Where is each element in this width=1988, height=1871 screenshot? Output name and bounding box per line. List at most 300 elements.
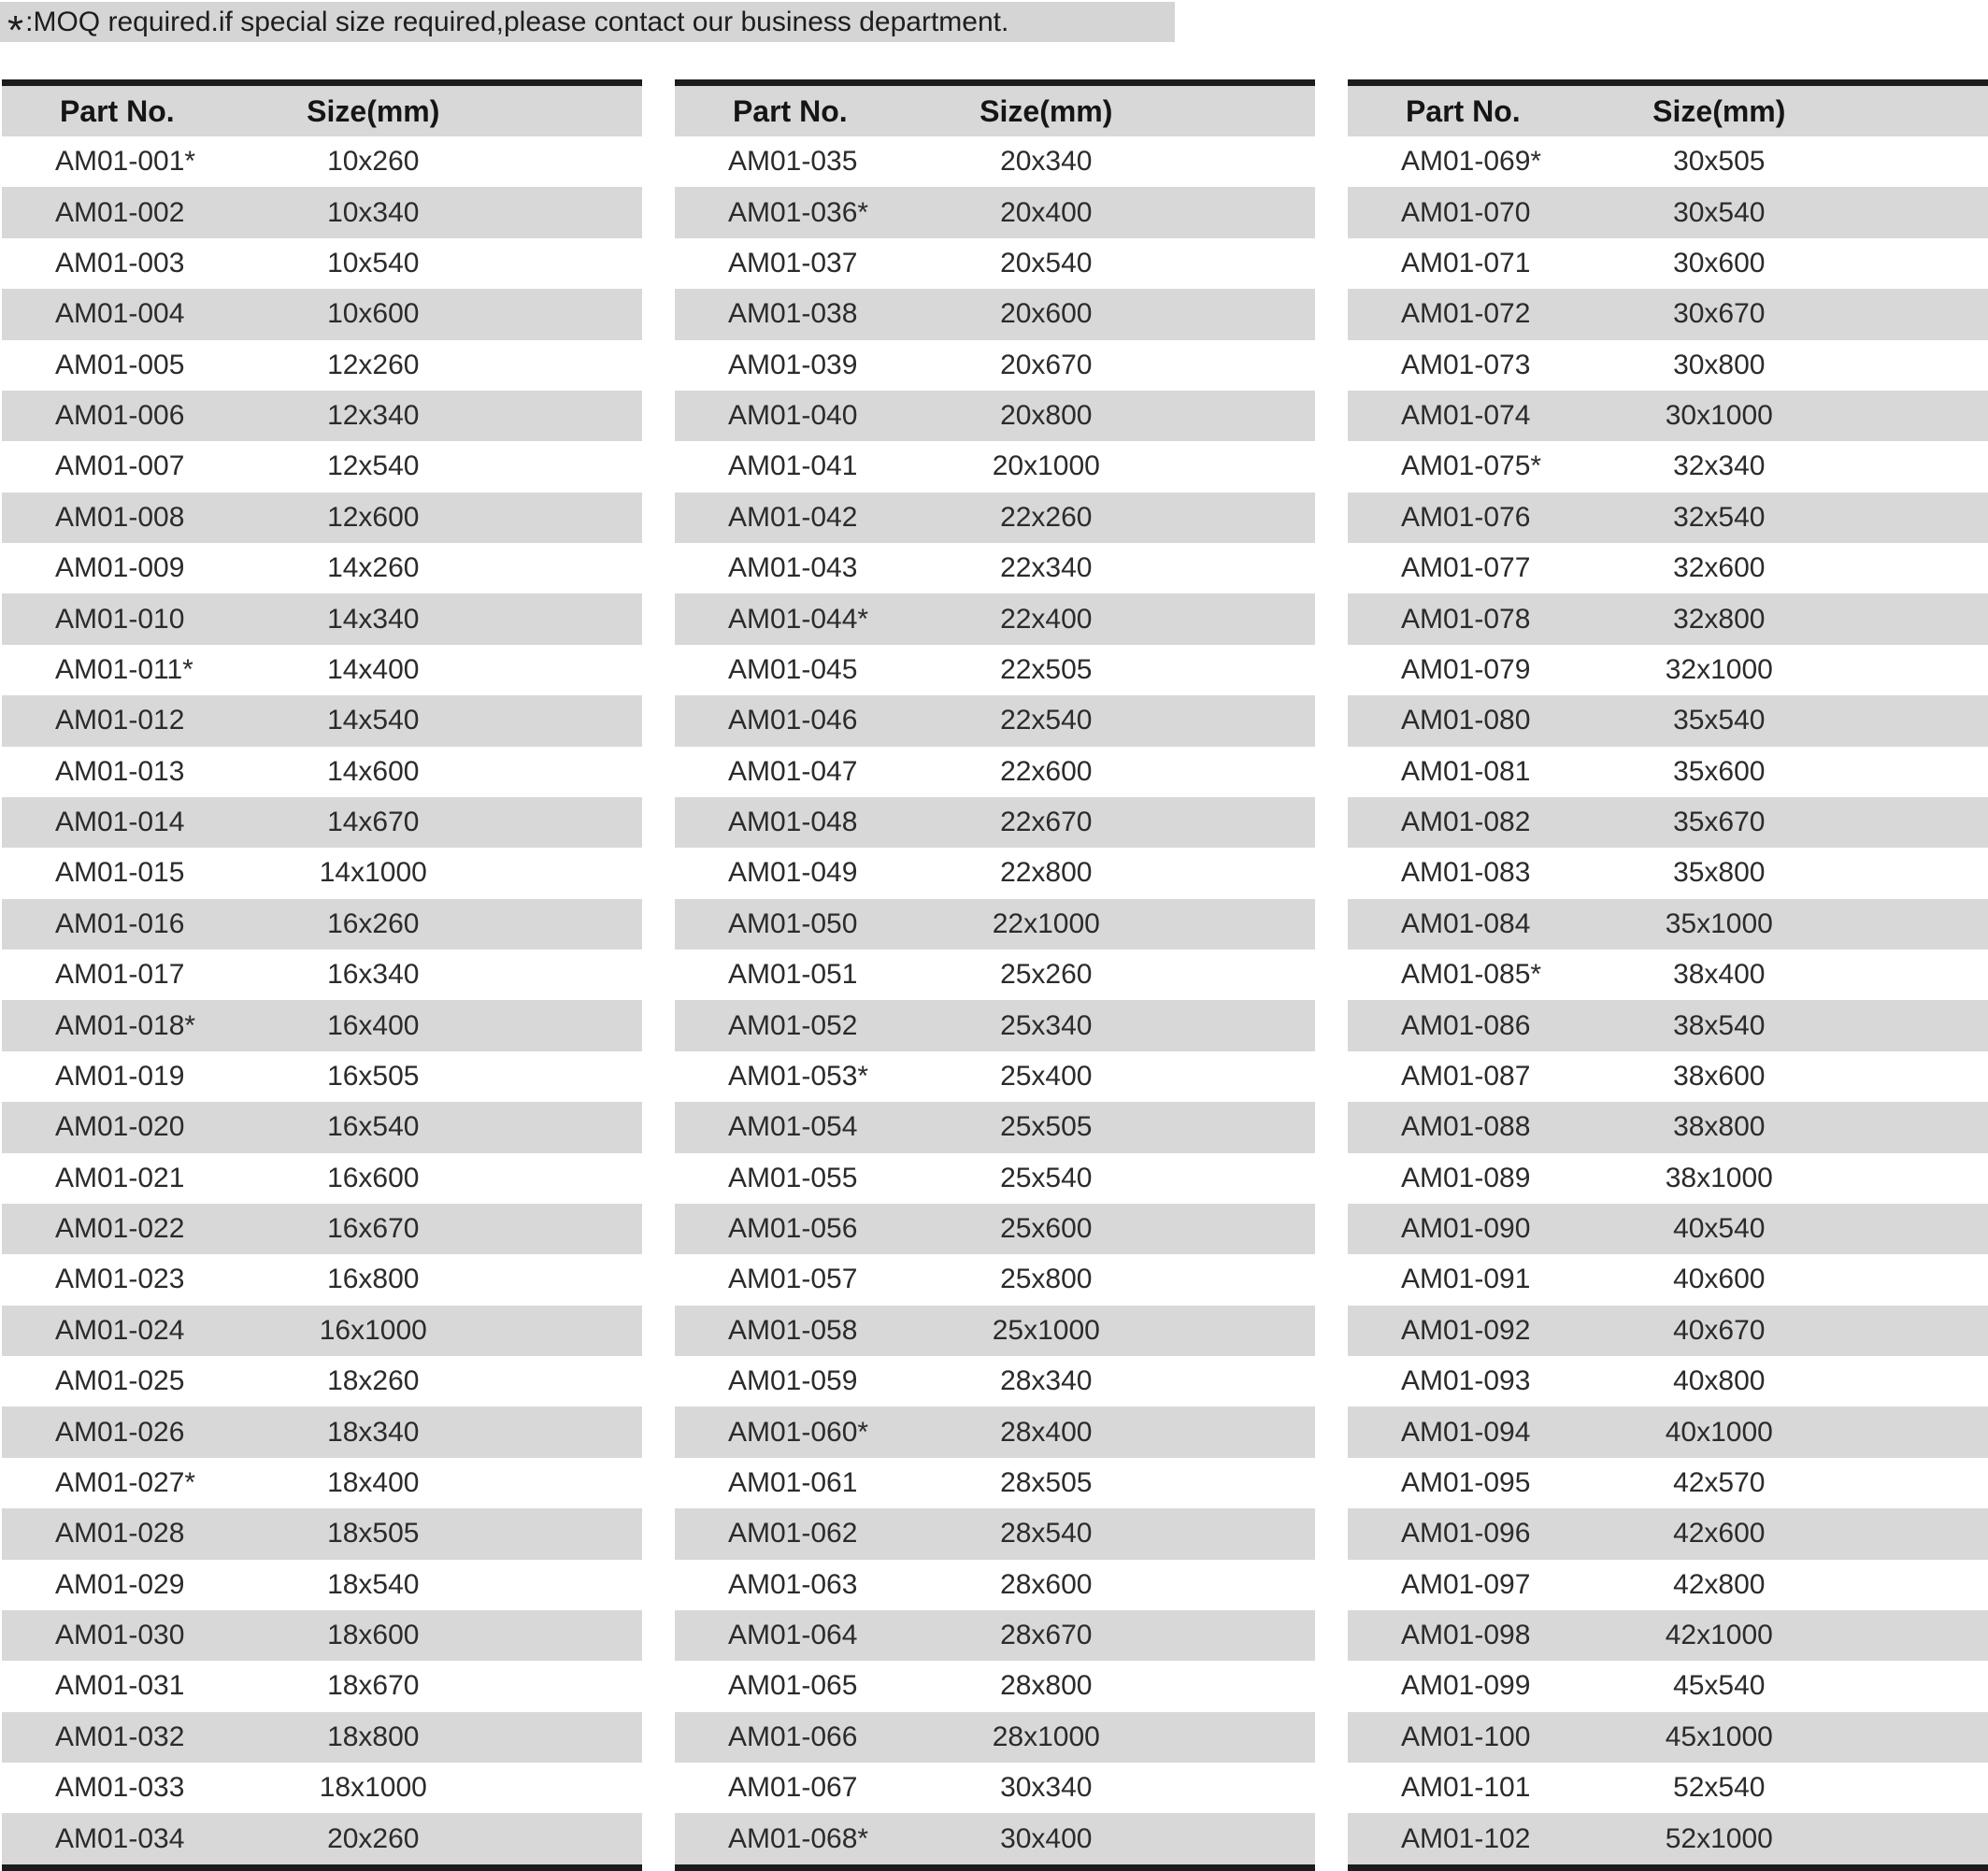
size-cell: 30x505 bbox=[1673, 146, 1766, 178]
size-cell: 14x540 bbox=[327, 705, 420, 736]
part-no-cell: AM01-047 bbox=[728, 755, 858, 787]
part-no-cell: AM01-017 bbox=[55, 959, 185, 991]
size-cell: 18x540 bbox=[327, 1568, 420, 1600]
table-row bbox=[2, 1508, 642, 1559]
size-cell: 22x1000 bbox=[992, 907, 1100, 939]
size-cell: 32x340 bbox=[1673, 450, 1766, 482]
size-cell: 14x400 bbox=[327, 653, 420, 685]
size-cell: 18x1000 bbox=[319, 1772, 427, 1804]
table-header bbox=[2, 86, 642, 136]
size-cell: 30x340 bbox=[1000, 1772, 1093, 1804]
table-row bbox=[675, 493, 1315, 543]
table-row bbox=[1348, 695, 1988, 746]
size-cell: 32x800 bbox=[1673, 603, 1766, 635]
table-row bbox=[2, 1661, 642, 1711]
table-row bbox=[1348, 1254, 1988, 1305]
size-cell: 20x600 bbox=[1000, 298, 1093, 330]
size-cell: 40x540 bbox=[1673, 1213, 1766, 1245]
table-row bbox=[675, 1458, 1315, 1508]
part-no-cell: AM01-051 bbox=[728, 959, 858, 991]
part-no-cell: AM01-077 bbox=[1401, 552, 1531, 584]
part-no-cell: AM01-032 bbox=[55, 1721, 185, 1752]
table-row bbox=[2, 1051, 642, 1102]
size-cell: 14x340 bbox=[327, 603, 420, 635]
size-cell: 16x800 bbox=[327, 1264, 420, 1295]
part-no-cell: AM01-046 bbox=[728, 705, 858, 736]
table-row bbox=[675, 848, 1315, 898]
table-row bbox=[675, 238, 1315, 289]
table-row bbox=[1348, 950, 1988, 1000]
part-no-cell: AM01-073 bbox=[1401, 349, 1531, 380]
size-cell: 20x540 bbox=[1000, 247, 1093, 279]
table-row bbox=[2, 1204, 642, 1254]
table-row bbox=[2, 797, 642, 848]
part-no-cell: AM01-048 bbox=[728, 807, 858, 838]
size-cell: 32x600 bbox=[1673, 552, 1766, 584]
part-no-cell: AM01-053* bbox=[728, 1060, 869, 1092]
size-cell: 28x400 bbox=[1000, 1416, 1093, 1448]
table-row bbox=[1348, 543, 1988, 593]
part-no-cell: AM01-080 bbox=[1401, 705, 1531, 736]
table-row bbox=[2, 1610, 642, 1661]
size-cell: 10x260 bbox=[327, 146, 420, 178]
table-row bbox=[1348, 645, 1988, 695]
part-no-cell: AM01-055 bbox=[728, 1162, 858, 1193]
size-cell: 12x260 bbox=[327, 349, 420, 380]
table-row bbox=[2, 1306, 642, 1356]
size-cell: 22x260 bbox=[1000, 501, 1093, 533]
size-cell: 14x1000 bbox=[319, 857, 427, 889]
part-no-cell: AM01-082 bbox=[1401, 807, 1531, 838]
size-cell: 14x600 bbox=[327, 755, 420, 787]
size-cell: 42x600 bbox=[1673, 1518, 1766, 1550]
size-cell: 40x800 bbox=[1673, 1365, 1766, 1397]
table-row bbox=[2, 238, 642, 289]
table-row bbox=[2, 1560, 642, 1610]
table-row bbox=[675, 1102, 1315, 1152]
size-cell: 16x400 bbox=[327, 1009, 420, 1041]
part-no-cell: AM01-102 bbox=[1401, 1822, 1531, 1854]
table-row bbox=[2, 391, 642, 441]
part-no-cell: AM01-027* bbox=[55, 1466, 196, 1498]
part-no-cell: AM01-010 bbox=[55, 603, 185, 635]
size-cell: 30x1000 bbox=[1665, 400, 1773, 432]
size-cell: 25x400 bbox=[1000, 1060, 1093, 1092]
part-no-cell: AM01-076 bbox=[1401, 501, 1531, 533]
table-row bbox=[1348, 747, 1988, 797]
size-cell: 32x540 bbox=[1673, 501, 1766, 533]
table-row bbox=[2, 1102, 642, 1152]
size-cell: 28x505 bbox=[1000, 1466, 1093, 1498]
size-cell: 25x1000 bbox=[992, 1314, 1100, 1346]
part-no-cell: AM01-005 bbox=[55, 349, 185, 380]
table-row bbox=[675, 1356, 1315, 1407]
size-cell: 30x400 bbox=[1000, 1822, 1093, 1854]
part-no-cell: AM01-028 bbox=[55, 1518, 185, 1550]
size-cell: 22x400 bbox=[1000, 603, 1093, 635]
size-cell: 42x1000 bbox=[1665, 1620, 1773, 1651]
part-no-cell: AM01-009 bbox=[55, 552, 185, 584]
part-no-cell: AM01-049 bbox=[728, 857, 858, 889]
size-cell: 28x670 bbox=[1000, 1620, 1093, 1651]
part-no-cell: AM01-050 bbox=[728, 907, 858, 939]
size-cell: 20x1000 bbox=[992, 450, 1100, 482]
size-cell: 42x800 bbox=[1673, 1568, 1766, 1600]
part-no-cell: AM01-085* bbox=[1401, 959, 1542, 991]
column-header-part-no: Part No. bbox=[1405, 93, 1521, 128]
table-row bbox=[2, 340, 642, 391]
table-row bbox=[2, 1763, 642, 1813]
size-cell: 20x800 bbox=[1000, 400, 1093, 432]
size-cell: 25x340 bbox=[1000, 1009, 1093, 1041]
table-row bbox=[675, 1813, 1315, 1864]
parts-table-3 bbox=[1348, 79, 1988, 1871]
table-row bbox=[1348, 1102, 1988, 1152]
part-no-cell: AM01-084 bbox=[1401, 907, 1531, 939]
parts-table-1 bbox=[2, 79, 642, 1871]
table-row bbox=[675, 1000, 1315, 1050]
moq-note: * :MOQ required.if special size required,please contact our business department. bbox=[0, 2, 1175, 42]
part-no-cell: AM01-045 bbox=[728, 653, 858, 685]
table-row bbox=[2, 1356, 642, 1407]
size-cell: 42x570 bbox=[1673, 1466, 1766, 1498]
part-no-cell: AM01-044* bbox=[728, 603, 869, 635]
table-row bbox=[675, 747, 1315, 797]
table-row bbox=[1348, 593, 1988, 644]
part-no-cell: AM01-068* bbox=[728, 1822, 869, 1854]
part-no-cell: AM01-025 bbox=[55, 1365, 185, 1397]
table-row bbox=[2, 747, 642, 797]
table-rows bbox=[675, 136, 1315, 1864]
size-cell: 28x340 bbox=[1000, 1365, 1093, 1397]
part-no-cell: AM01-007 bbox=[55, 450, 185, 482]
table-row bbox=[1348, 289, 1988, 339]
table-row bbox=[1348, 441, 1988, 492]
table-row bbox=[2, 645, 642, 695]
column-header-size: Size(mm) bbox=[1652, 93, 1786, 128]
part-no-cell: AM01-063 bbox=[728, 1568, 858, 1600]
part-no-cell: AM01-083 bbox=[1401, 857, 1531, 889]
size-cell: 16x340 bbox=[327, 959, 420, 991]
part-no-cell: AM01-035 bbox=[728, 146, 858, 178]
table-row bbox=[1348, 797, 1988, 848]
part-no-cell: AM01-034 bbox=[55, 1822, 185, 1854]
size-cell: 12x540 bbox=[327, 450, 420, 482]
table-row bbox=[675, 340, 1315, 391]
table-row bbox=[1348, 1763, 1988, 1813]
part-no-cell: AM01-001* bbox=[55, 146, 196, 178]
table-row bbox=[1348, 1153, 1988, 1204]
part-no-cell: AM01-095 bbox=[1401, 1466, 1531, 1498]
size-cell: 22x670 bbox=[1000, 807, 1093, 838]
size-cell: 30x600 bbox=[1673, 247, 1766, 279]
table-row bbox=[2, 289, 642, 339]
table-row bbox=[675, 950, 1315, 1000]
part-no-cell: AM01-011* bbox=[55, 653, 193, 685]
table-row bbox=[1348, 1407, 1988, 1457]
size-cell: 16x260 bbox=[327, 907, 420, 939]
table-row bbox=[675, 1661, 1315, 1711]
table-row bbox=[2, 136, 642, 187]
table-row bbox=[2, 1254, 642, 1305]
part-no-cell: AM01-030 bbox=[55, 1620, 185, 1651]
table-row bbox=[1348, 1306, 1988, 1356]
part-no-cell: AM01-033 bbox=[55, 1772, 185, 1804]
part-no-cell: AM01-003 bbox=[55, 247, 185, 279]
part-no-cell: AM01-023 bbox=[55, 1264, 185, 1295]
table-row bbox=[675, 136, 1315, 187]
table-row bbox=[2, 493, 642, 543]
table-row bbox=[1348, 238, 1988, 289]
size-cell: 22x505 bbox=[1000, 653, 1093, 685]
part-no-cell: AM01-093 bbox=[1401, 1365, 1531, 1397]
table-row bbox=[1348, 1610, 1988, 1661]
size-cell: 14x260 bbox=[327, 552, 420, 584]
part-no-cell: AM01-008 bbox=[55, 501, 185, 533]
table-row bbox=[675, 1153, 1315, 1204]
table-row bbox=[2, 848, 642, 898]
part-no-cell: AM01-081 bbox=[1401, 755, 1531, 787]
part-no-cell: AM01-074 bbox=[1401, 400, 1531, 432]
size-cell: 25x505 bbox=[1000, 1111, 1093, 1143]
size-cell: 16x540 bbox=[327, 1111, 420, 1143]
size-cell: 10x340 bbox=[327, 196, 420, 228]
table-row bbox=[675, 695, 1315, 746]
part-no-cell: AM01-013 bbox=[55, 755, 185, 787]
table-row bbox=[1348, 340, 1988, 391]
part-no-cell: AM01-019 bbox=[55, 1060, 185, 1092]
size-cell: 28x600 bbox=[1000, 1568, 1093, 1600]
table-row bbox=[675, 1712, 1315, 1763]
size-cell: 38x600 bbox=[1673, 1060, 1766, 1092]
column-header-size: Size(mm) bbox=[307, 93, 440, 128]
size-cell: 38x540 bbox=[1673, 1009, 1766, 1041]
part-no-cell: AM01-006 bbox=[55, 400, 185, 432]
table-row bbox=[2, 1712, 642, 1763]
table-row bbox=[675, 899, 1315, 950]
part-no-cell: AM01-024 bbox=[55, 1314, 185, 1346]
part-no-cell: AM01-059 bbox=[728, 1365, 858, 1397]
size-cell: 40x600 bbox=[1673, 1264, 1766, 1295]
size-cell: 20x670 bbox=[1000, 349, 1093, 380]
size-cell: 22x800 bbox=[1000, 857, 1093, 889]
table-row bbox=[675, 187, 1315, 237]
size-cell: 22x600 bbox=[1000, 755, 1093, 787]
table-row bbox=[675, 1254, 1315, 1305]
size-cell: 18x600 bbox=[327, 1620, 420, 1651]
part-no-cell: AM01-056 bbox=[728, 1213, 858, 1245]
table-row bbox=[1348, 1661, 1988, 1711]
part-no-cell: AM01-037 bbox=[728, 247, 858, 279]
table-row bbox=[1348, 1051, 1988, 1102]
size-cell: 30x540 bbox=[1673, 196, 1766, 228]
part-no-cell: AM01-091 bbox=[1401, 1264, 1531, 1295]
part-no-cell: AM01-099 bbox=[1401, 1670, 1531, 1702]
part-no-cell: AM01-021 bbox=[55, 1162, 185, 1193]
part-no-cell: AM01-070 bbox=[1401, 196, 1531, 228]
part-no-cell: AM01-087 bbox=[1401, 1060, 1531, 1092]
size-cell: 35x540 bbox=[1673, 705, 1766, 736]
table-row bbox=[2, 1458, 642, 1508]
size-cell: 16x505 bbox=[327, 1060, 420, 1092]
part-no-cell: AM01-057 bbox=[728, 1264, 858, 1295]
size-cell: 35x1000 bbox=[1665, 907, 1773, 939]
part-no-cell: AM01-100 bbox=[1401, 1721, 1531, 1752]
size-cell: 30x800 bbox=[1673, 349, 1766, 380]
column-header-part-no: Part No. bbox=[59, 93, 175, 128]
part-no-cell: AM01-038 bbox=[728, 298, 858, 330]
table-row bbox=[675, 645, 1315, 695]
part-no-cell: AM01-072 bbox=[1401, 298, 1531, 330]
part-no-cell: AM01-098 bbox=[1401, 1620, 1531, 1651]
size-cell: 20x340 bbox=[1000, 146, 1093, 178]
part-no-cell: AM01-015 bbox=[55, 857, 185, 889]
size-cell: 40x1000 bbox=[1665, 1416, 1773, 1448]
table-row bbox=[2, 899, 642, 950]
part-no-cell: AM01-065 bbox=[728, 1670, 858, 1702]
size-cell: 16x600 bbox=[327, 1162, 420, 1193]
size-cell: 22x340 bbox=[1000, 552, 1093, 584]
part-no-cell: AM01-029 bbox=[55, 1568, 185, 1600]
table-row bbox=[2, 950, 642, 1000]
part-no-cell: AM01-090 bbox=[1401, 1213, 1531, 1245]
table-row bbox=[2, 543, 642, 593]
size-cell: 45x540 bbox=[1673, 1670, 1766, 1702]
size-cell: 16x670 bbox=[327, 1213, 420, 1245]
size-cell: 38x1000 bbox=[1665, 1162, 1773, 1193]
table-row bbox=[675, 1610, 1315, 1661]
table-row bbox=[675, 391, 1315, 441]
table-row bbox=[2, 1813, 642, 1864]
size-cell: 38x800 bbox=[1673, 1111, 1766, 1143]
table-row bbox=[675, 1407, 1315, 1457]
size-cell: 45x1000 bbox=[1665, 1721, 1773, 1752]
table-row bbox=[2, 695, 642, 746]
size-cell: 18x800 bbox=[327, 1721, 420, 1752]
size-cell: 20x260 bbox=[327, 1822, 420, 1854]
part-no-cell: AM01-086 bbox=[1401, 1009, 1531, 1041]
table-row bbox=[2, 1407, 642, 1457]
size-cell: 18x670 bbox=[327, 1670, 420, 1702]
size-cell: 12x600 bbox=[327, 501, 420, 533]
part-no-cell: AM01-071 bbox=[1401, 247, 1531, 279]
size-cell: 28x800 bbox=[1000, 1670, 1093, 1702]
size-cell: 35x600 bbox=[1673, 755, 1766, 787]
table-row bbox=[1348, 493, 1988, 543]
size-cell: 18x260 bbox=[327, 1365, 420, 1397]
part-no-cell: AM01-020 bbox=[55, 1111, 185, 1143]
table-row bbox=[1348, 1204, 1988, 1254]
size-cell: 10x540 bbox=[327, 247, 420, 279]
part-no-cell: AM01-101 bbox=[1401, 1772, 1531, 1804]
table-row bbox=[675, 1051, 1315, 1102]
table-row bbox=[1348, 136, 1988, 187]
table-row bbox=[1348, 391, 1988, 441]
part-no-cell: AM01-042 bbox=[728, 501, 858, 533]
size-cell: 18x340 bbox=[327, 1416, 420, 1448]
size-cell: 25x260 bbox=[1000, 959, 1093, 991]
part-no-cell: AM01-040 bbox=[728, 400, 858, 432]
size-cell: 12x340 bbox=[327, 400, 420, 432]
table-row bbox=[675, 1508, 1315, 1559]
size-cell: 14x670 bbox=[327, 807, 420, 838]
part-no-cell: AM01-062 bbox=[728, 1518, 858, 1550]
part-no-cell: AM01-043 bbox=[728, 552, 858, 584]
size-cell: 28x1000 bbox=[992, 1721, 1100, 1752]
part-no-cell: AM01-039 bbox=[728, 349, 858, 380]
table-row bbox=[2, 1000, 642, 1050]
size-cell: 18x505 bbox=[327, 1518, 420, 1550]
part-no-cell: AM01-041 bbox=[728, 450, 858, 482]
part-no-cell: AM01-012 bbox=[55, 705, 185, 736]
parts-table-2 bbox=[675, 79, 1315, 1871]
table-header bbox=[1348, 86, 1988, 136]
table-row bbox=[675, 797, 1315, 848]
table-row bbox=[675, 543, 1315, 593]
size-cell: 10x600 bbox=[327, 298, 420, 330]
part-no-cell: AM01-096 bbox=[1401, 1518, 1531, 1550]
part-no-cell: AM01-026 bbox=[55, 1416, 185, 1448]
size-cell: 52x540 bbox=[1673, 1772, 1766, 1804]
table-header bbox=[675, 86, 1315, 136]
part-no-cell: AM01-004 bbox=[55, 298, 185, 330]
part-no-cell: AM01-036* bbox=[728, 196, 869, 228]
part-no-cell: AM01-088 bbox=[1401, 1111, 1531, 1143]
part-no-cell: AM01-064 bbox=[728, 1620, 858, 1651]
size-cell: 30x670 bbox=[1673, 298, 1766, 330]
table-row bbox=[1348, 899, 1988, 950]
size-cell: 52x1000 bbox=[1665, 1822, 1773, 1854]
size-cell: 16x1000 bbox=[319, 1314, 427, 1346]
table-row bbox=[675, 441, 1315, 492]
table-row bbox=[1348, 1508, 1988, 1559]
part-no-cell: AM01-061 bbox=[728, 1466, 858, 1498]
table-rows bbox=[1348, 136, 1988, 1864]
size-cell: 18x400 bbox=[327, 1466, 420, 1498]
size-cell: 35x800 bbox=[1673, 857, 1766, 889]
table-row bbox=[1348, 848, 1988, 898]
size-cell: 22x540 bbox=[1000, 705, 1093, 736]
table-row bbox=[1348, 187, 1988, 237]
table-row bbox=[1348, 1000, 1988, 1050]
part-no-cell: AM01-002 bbox=[55, 196, 185, 228]
size-cell: 38x400 bbox=[1673, 959, 1766, 991]
table-row bbox=[1348, 1356, 1988, 1407]
size-cell: 35x670 bbox=[1673, 807, 1766, 838]
table-row bbox=[2, 441, 642, 492]
part-no-cell: AM01-094 bbox=[1401, 1416, 1531, 1448]
part-no-cell: AM01-067 bbox=[728, 1772, 858, 1804]
table-row bbox=[675, 1560, 1315, 1610]
size-cell: 40x670 bbox=[1673, 1314, 1766, 1346]
column-header-size: Size(mm) bbox=[980, 93, 1113, 128]
table-row bbox=[675, 1306, 1315, 1356]
part-no-cell: AM01-069* bbox=[1401, 146, 1542, 178]
part-no-cell: AM01-097 bbox=[1401, 1568, 1531, 1600]
table-row bbox=[2, 593, 642, 644]
part-no-cell: AM01-054 bbox=[728, 1111, 858, 1143]
part-no-cell: AM01-052 bbox=[728, 1009, 858, 1041]
table-row bbox=[2, 1153, 642, 1204]
size-cell: 25x800 bbox=[1000, 1264, 1093, 1295]
size-cell: 25x600 bbox=[1000, 1213, 1093, 1245]
part-no-cell: AM01-075* bbox=[1401, 450, 1542, 482]
part-no-cell: AM01-089 bbox=[1401, 1162, 1531, 1193]
table-row bbox=[1348, 1560, 1988, 1610]
part-no-cell: AM01-016 bbox=[55, 907, 185, 939]
part-no-cell: AM01-060* bbox=[728, 1416, 869, 1448]
part-no-cell: AM01-078 bbox=[1401, 603, 1531, 635]
